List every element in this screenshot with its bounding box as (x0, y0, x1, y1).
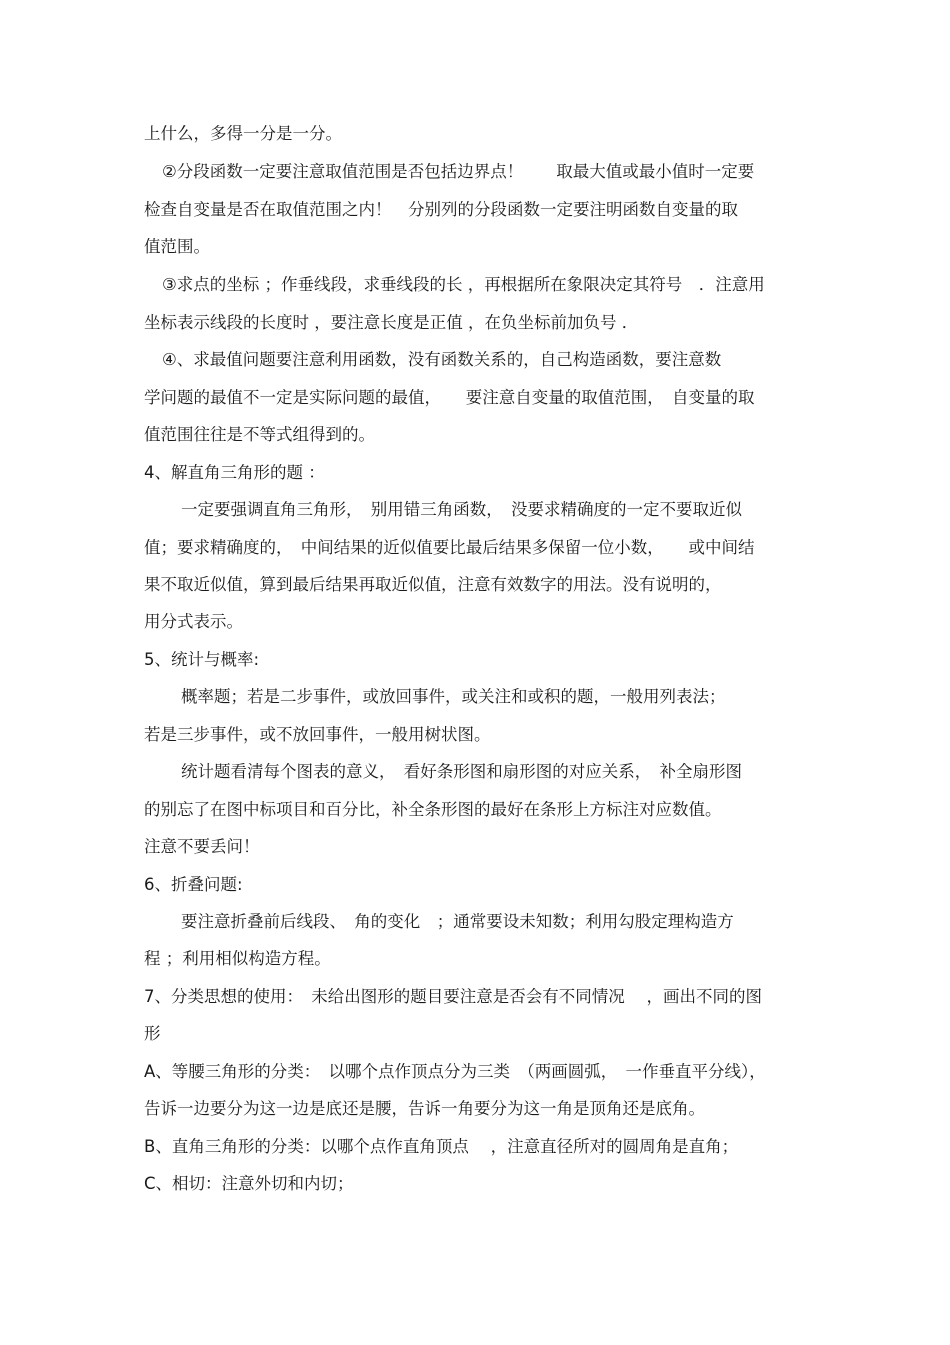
section-heading: 7、分类思想的使用： 未给出图形的题目要注意是否会有不同情况 ，画出不同的图 (144, 987, 762, 1006)
text-line: C、相切：注意外切和内切； (144, 1174, 354, 1193)
section-heading: 5、统计与概率: (144, 650, 260, 669)
text-line: 一定要强调直角三角形， 别用错三角函数， 没要求精确度的一定不要取近似 (181, 500, 742, 519)
text-line: ③求点的坐标 ；作垂线段，求垂线段的长 ，再根据所在象限决定其符号 ．注意用 (162, 275, 765, 294)
text-line: 果不取近似值，算到最后结果再取近似值，注意有效数字的用法。没有说明的， (144, 575, 722, 594)
text-line: 值范围往往是不等式组得到的。 (144, 425, 375, 444)
text-line: 用分式表示。 (144, 612, 243, 631)
text-line: 若是三步事件，或不放回事件，一般用树状图。 (144, 725, 491, 744)
text-line: 注意不要丢问！ (144, 837, 260, 856)
text-line: 值；要求精确度的， 中间结果的近似值要比最后结果多保留一位小数， 或中间结 (144, 538, 755, 557)
text-line: 值范围。 (144, 237, 210, 256)
section-heading: 6、折叠问题: (144, 875, 243, 894)
text-line: B、直角三角形的分类：以哪个点作直角顶点 ，注意直径所对的圆周角是直角； (144, 1137, 739, 1156)
text-line: 告诉一边要分为这一边是底还是腰，告诉一角要分为这一角是顶角还是底角。 (144, 1099, 705, 1118)
text-line: A、等腰三角形的分类： 以哪个点作顶点分为三类 （两画圆弧， 一作垂直平分线）， (144, 1062, 766, 1081)
text-line: 形 (144, 1024, 161, 1043)
text-line: ④、求最值问题要注意利用函数，没有函数关系的，自己构造函数，要注意数 (162, 350, 722, 369)
text-line: ②分段函数一定要注意取值范围是否包括边界点！ 取最大值或最小值时一定要 (162, 162, 755, 181)
text-line: 统计题看清每个图表的意义， 看好条形图和扇形图的对应关系， 补全扇形图 (181, 762, 742, 781)
text-line: 概率题；若是二步事件，或放回事件，或关注和或积的题，一般用列表法； (181, 687, 726, 706)
text-line: 要注意折叠前后线段、 角的变化 ；通常要设未知数；利用勾股定理构造方 (181, 912, 734, 931)
text-line: 坐标表示线段的长度时 ，要注意长度是正值 ，在负坐标前加负号 ． (144, 313, 639, 332)
text-line: 检查自变量是否在取值范围之内！ 分别列的分段函数一定要注明函数自变量的取 (144, 200, 738, 219)
text-line: 学问题的最值不一定是实际问题的最值， 要注意自变量的取值范围， 自变量的取 (144, 388, 755, 407)
text-line: 程 ；利用相似构造方程。 (144, 949, 331, 968)
text-line: 的别忘了在图中标项目和百分比，补全条形图的最好在条形上方标注对应数值。 (144, 800, 722, 819)
text-line: 上什么，多得一分是一分。 (144, 124, 342, 143)
section-heading: 4、解直角三角形的题 ： (144, 463, 325, 482)
